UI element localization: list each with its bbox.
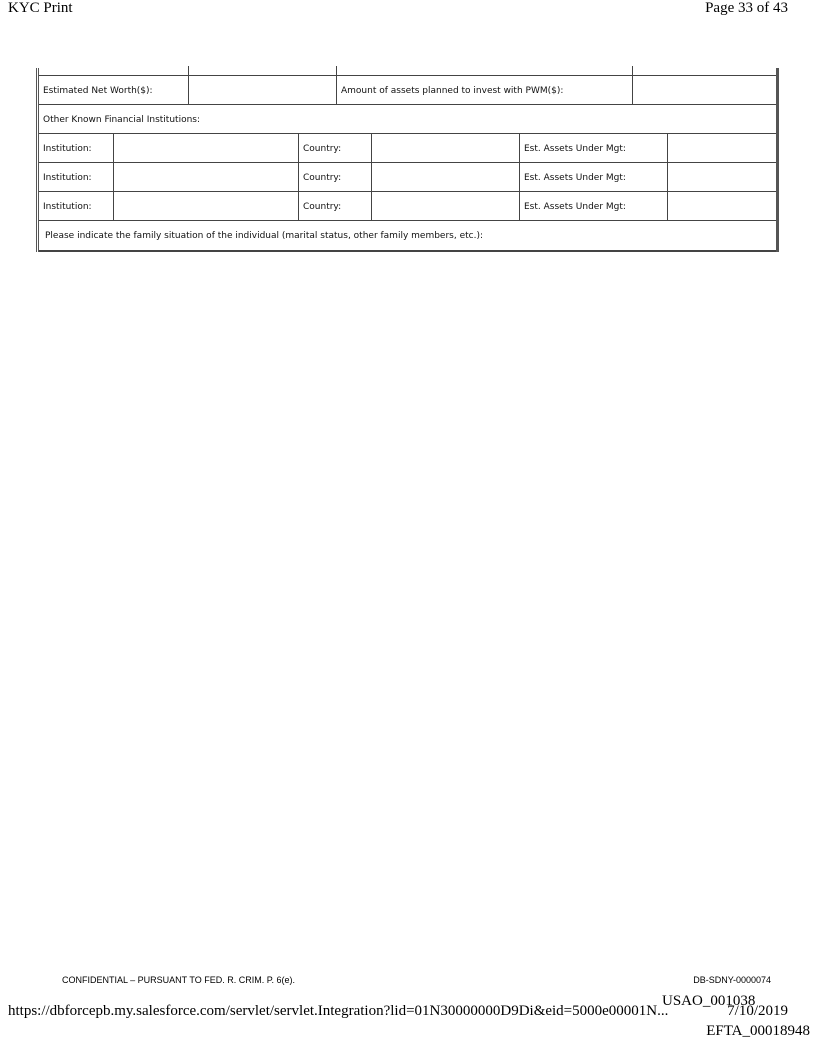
country-field[interactable] bbox=[371, 163, 519, 192]
net-worth-field[interactable] bbox=[188, 76, 336, 105]
kyc-form-table bbox=[36, 68, 779, 252]
est-assets-field[interactable] bbox=[667, 163, 779, 192]
country-field[interactable] bbox=[371, 192, 519, 221]
institution-row bbox=[39, 133, 776, 163]
net-worth-row bbox=[39, 75, 776, 105]
document-title: KYC Print bbox=[8, 0, 73, 16]
institution-row bbox=[39, 191, 776, 221]
usao-stamp: USAO_001038 bbox=[662, 993, 756, 1009]
est-assets-field[interactable] bbox=[667, 192, 779, 221]
est-assets-field[interactable] bbox=[667, 134, 779, 163]
institution-label: Institution: bbox=[43, 201, 92, 212]
country-label: Country: bbox=[298, 163, 371, 192]
other-fi-label: Other Known Financial Institutions: bbox=[43, 114, 200, 125]
country-label: Country: bbox=[298, 134, 371, 163]
other-fi-row bbox=[39, 104, 776, 134]
est-assets-label: Est. Assets Under Mgt: bbox=[519, 163, 667, 192]
assets-plan-field[interactable] bbox=[632, 76, 779, 105]
institution-field[interactable] bbox=[113, 163, 298, 192]
assets-plan-label: Amount of assets planned to invest with PWM($): bbox=[336, 76, 632, 105]
institution-label: Institution: bbox=[43, 143, 92, 154]
est-assets-label: Est. Assets Under Mgt: bbox=[519, 134, 667, 163]
institution-field[interactable] bbox=[113, 192, 298, 221]
net-worth-label: Estimated Net Worth($): bbox=[43, 85, 153, 96]
institution-label: Institution: bbox=[43, 172, 92, 183]
country-field[interactable] bbox=[371, 134, 519, 163]
table-bottom-border bbox=[39, 250, 776, 252]
family-situation-label: Please indicate the family situation of the individual (marital status, other family members, etc.): bbox=[45, 231, 483, 241]
print-date: 7/10/2019 bbox=[727, 1003, 788, 1019]
country-label: Country: bbox=[298, 192, 371, 221]
institution-field[interactable] bbox=[113, 134, 298, 163]
source-url: https://dbforcepb.my.salesforce.com/servlet/servlet.Integration?lid=01N30000000D9Di&eid=5000e00001N... bbox=[8, 1003, 669, 1019]
bates-number: DB-SDNY-0000074 bbox=[693, 975, 771, 985]
page-number: Page 33 of 43 bbox=[705, 0, 788, 16]
institution-row bbox=[39, 162, 776, 192]
family-situation-row bbox=[39, 220, 776, 251]
confidential-notice: CONFIDENTIAL – PURSUANT TO FED. R. CRIM. P. 6(e). bbox=[62, 975, 296, 985]
est-assets-label: Est. Assets Under Mgt: bbox=[519, 192, 667, 221]
efta-stamp: EFTA_00018948 bbox=[706, 1023, 810, 1039]
